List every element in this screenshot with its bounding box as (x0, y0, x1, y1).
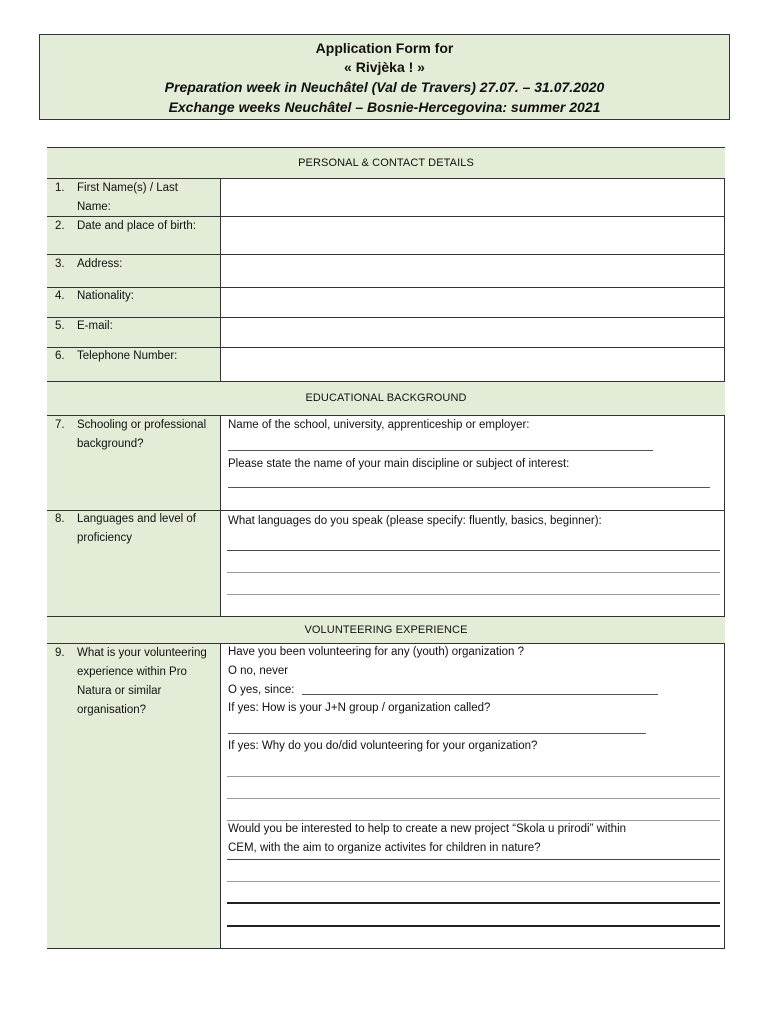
row-number: 4. (55, 290, 65, 302)
label-cell-address (47, 255, 221, 287)
languages-blank-1[interactable] (227, 550, 720, 551)
row-divider (47, 347, 725, 348)
since-date-blank[interactable] (302, 694, 658, 695)
row-divider (47, 317, 725, 318)
label-cell-birth (47, 217, 221, 255)
project-name: « Rivjèka ! » (344, 59, 425, 75)
label-cell-volunteering (47, 644, 221, 948)
question-project-line2: CEM, with the aim to organize activites for children in nature? (228, 842, 541, 854)
exchange-weeks-line: Exchange weeks Neuchâtel – Bosnie-Hercegovina: summer 2021 (168, 99, 601, 115)
row-divider (47, 287, 725, 288)
question-school-name: Name of the school, university, apprenticeship or employer: (228, 419, 530, 431)
question-why-volunteer: If yes: Why do you do/did volunteering for your organization? (228, 740, 538, 752)
label-date-place-birth: Date and place of birth: (77, 220, 196, 232)
row-number: 1. (55, 182, 65, 194)
preparation-week-line: Preparation week in Neuchâtel (Val de Travers) 27.07. – 31.07.2020 (164, 79, 605, 95)
project-blank-4[interactable] (227, 925, 720, 927)
row-number: 8. (55, 513, 65, 525)
label-cell-languages (47, 510, 221, 616)
label-cell-telephone (47, 347, 221, 381)
label-volunteering-experience: What is your volunteering experience within Pro Natura or similar organisation? (77, 647, 207, 716)
row-number: 5. (55, 320, 65, 332)
question-have-volunteered: Have you been volunteering for any (youth) organization ? (228, 646, 524, 658)
row-number: 2. (55, 220, 65, 232)
row-divider (47, 216, 725, 217)
label-schooling: Schooling or professional background? (77, 419, 207, 450)
row-number: 3. (55, 258, 65, 270)
group-name-blank[interactable] (228, 733, 646, 734)
question-main-discipline: Please state the name of your main discipline or subject of interest: (228, 458, 570, 470)
label-cell-schooling (47, 416, 221, 510)
row-number: 9. (55, 647, 65, 659)
first-last-name-field[interactable] (221, 180, 724, 216)
row-number: 6. (55, 350, 65, 362)
label-email: E-mail: (77, 320, 113, 332)
email-field[interactable] (221, 318, 724, 346)
column-divider (220, 416, 221, 616)
label-telephone: Telephone Number: (77, 350, 178, 362)
date-place-birth-field[interactable] (221, 218, 724, 254)
question-languages: What languages do you speak (please specify: fluently, basics, beginner): (228, 515, 602, 527)
question-project-line1: Would you be interested to help to create a new project “Skola u prirodi” within (228, 823, 627, 835)
why-blank-1[interactable] (227, 776, 720, 777)
question-group-name: If yes: How is your J+N group / organization called? (228, 702, 491, 714)
languages-blank-2[interactable] (227, 572, 720, 573)
form-title: Application Form for (315, 40, 454, 56)
languages-blank-3[interactable] (227, 594, 720, 595)
column-divider (220, 179, 221, 381)
option-yes-since[interactable]: O yes, since: (228, 684, 295, 696)
label-languages: Languages and level of proficiency (77, 513, 196, 544)
form-header (39, 34, 730, 120)
label-first-last-name: First Name(s) / Last Name: (77, 182, 178, 213)
nationality-field[interactable] (221, 288, 724, 316)
section-education-header (47, 381, 725, 416)
why-blank-2[interactable] (227, 798, 720, 799)
address-field[interactable] (221, 256, 724, 286)
label-address: Address: (77, 258, 123, 270)
label-cell-name (47, 179, 221, 217)
section-personal-header (47, 147, 725, 179)
row-divider (47, 254, 725, 255)
school-name-blank[interactable] (228, 450, 653, 451)
label-cell-nationality (47, 287, 221, 317)
section-volunteering-title: VOLUNTEERING EXPERIENCE (304, 624, 468, 636)
label-nationality: Nationality: (77, 290, 134, 302)
section-education-title: EDUCATIONAL BACKGROUND (305, 392, 467, 404)
telephone-field[interactable] (221, 348, 724, 380)
project-blank-1[interactable] (227, 859, 720, 860)
row-number: 7. (55, 419, 65, 431)
label-cell-email (47, 317, 221, 347)
main-discipline-blank[interactable] (228, 487, 710, 488)
option-no-never[interactable]: O no, never (228, 665, 289, 677)
project-blank-2[interactable] (227, 881, 720, 882)
section-personal-title: PERSONAL & CONTACT DETAILS (298, 157, 474, 169)
row-divider (47, 510, 725, 511)
column-divider (220, 644, 221, 948)
section-volunteering-header (47, 616, 725, 644)
project-blank-3[interactable] (227, 902, 720, 904)
